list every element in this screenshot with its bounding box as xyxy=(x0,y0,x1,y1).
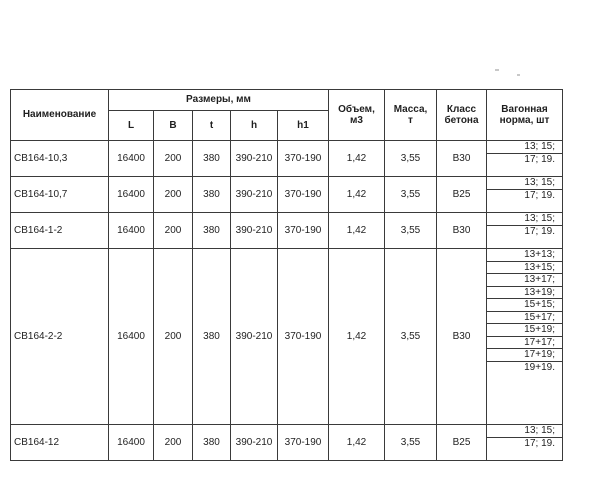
wagon-value: 13+19; xyxy=(487,287,562,300)
scan-speck xyxy=(517,74,520,76)
cell-mass: 3,55 xyxy=(385,177,437,213)
cell-h: 390-210 xyxy=(231,249,278,425)
cell-class: В25 xyxy=(437,425,487,461)
cell-L: 16400 xyxy=(109,177,154,213)
cell-wagon xyxy=(487,425,563,461)
cell-t: 380 xyxy=(193,425,231,461)
cell-wagon xyxy=(487,213,563,249)
cell-L: 16400 xyxy=(109,249,154,425)
table-row xyxy=(11,177,563,213)
cell-mass: 3,55 xyxy=(385,213,437,249)
cell-L: 16400 xyxy=(109,213,154,249)
wagon-value: 15+17; xyxy=(487,312,562,325)
cell-mass: 3,55 xyxy=(385,141,437,177)
cell-volume: 1,42 xyxy=(329,249,385,425)
cell-h: 390-210 xyxy=(231,141,278,177)
wagon-value: 17; 19. xyxy=(524,225,555,237)
cell-h: 390-210 xyxy=(231,177,278,213)
cell-h1: 370-190 xyxy=(278,249,329,425)
cell-h1: 370-190 xyxy=(278,213,329,249)
wagon-value: 17+19; xyxy=(487,349,562,362)
wagon-value: 17; 19. xyxy=(524,437,555,449)
cell-class: В30 xyxy=(437,249,487,425)
cell-B: 200 xyxy=(154,141,193,177)
wagon-value: 13+13; xyxy=(487,249,562,262)
wagon-value: 13; 15; xyxy=(487,177,562,190)
wagon-value: 19+19. xyxy=(524,361,555,373)
cell-wagon xyxy=(487,249,563,425)
wagon-value: 13; 15; xyxy=(487,425,562,438)
header-B: B xyxy=(154,111,193,141)
cell-h1: 370-190 xyxy=(278,425,329,461)
wagon-value: 17+17; xyxy=(487,337,562,350)
table-row xyxy=(11,141,563,177)
cell-h1: 370-190 xyxy=(278,141,329,177)
cell-name: СВ164-1-2 xyxy=(11,213,109,249)
cell-name: СВ164-2-2 xyxy=(11,249,109,425)
cell-h: 390-210 xyxy=(231,213,278,249)
cell-B: 200 xyxy=(154,213,193,249)
cell-mass: 3,55 xyxy=(385,249,437,425)
header-volume: Объем, м3 xyxy=(329,90,385,141)
table-row xyxy=(11,425,563,461)
header-mass: Масса, т xyxy=(385,90,437,141)
cell-volume: 1,42 xyxy=(329,425,385,461)
wagon-value: 13; 15; xyxy=(487,141,562,154)
cell-name: СВ164-10,7 xyxy=(11,177,109,213)
table-row xyxy=(11,249,563,425)
cell-t: 380 xyxy=(193,141,231,177)
cell-h: 390-210 xyxy=(231,425,278,461)
header-L: L xyxy=(109,111,154,141)
cell-wagon xyxy=(487,177,563,213)
cell-L: 16400 xyxy=(109,425,154,461)
cell-L: 16400 xyxy=(109,141,154,177)
wagon-value: 13; 15; xyxy=(487,213,562,226)
cell-volume: 1,42 xyxy=(329,213,385,249)
cell-B: 200 xyxy=(154,177,193,213)
cell-mass: 3,55 xyxy=(385,425,437,461)
cell-name: СВ164-10,3 xyxy=(11,141,109,177)
cell-class: В30 xyxy=(437,213,487,249)
product-table xyxy=(10,89,563,461)
cell-B: 200 xyxy=(154,425,193,461)
header-h: h xyxy=(231,111,278,141)
table-row xyxy=(11,213,563,249)
wagon-value: 13+15; xyxy=(487,262,562,275)
header-h1: h1 xyxy=(278,111,329,141)
cell-volume: 1,42 xyxy=(329,141,385,177)
cell-volume: 1,42 xyxy=(329,177,385,213)
header-wagon: Вагонная норма, шт xyxy=(487,90,563,141)
cell-class: В25 xyxy=(437,177,487,213)
cell-t: 380 xyxy=(193,213,231,249)
cell-wagon xyxy=(487,141,563,177)
cell-class: В30 xyxy=(437,141,487,177)
wagon-value: 15+19; xyxy=(487,324,562,337)
scan-speck xyxy=(495,69,499,71)
wagon-value: 17; 19. xyxy=(524,153,555,165)
cell-h1: 370-190 xyxy=(278,177,329,213)
wagon-value: 13+17; xyxy=(487,274,562,287)
header-t: t xyxy=(193,111,231,141)
wagon-value: 17; 19. xyxy=(524,189,555,201)
cell-t: 380 xyxy=(193,249,231,425)
cell-t: 380 xyxy=(193,177,231,213)
cell-B: 200 xyxy=(154,249,193,425)
cell-name: СВ164-12 xyxy=(11,425,109,461)
header-name: Наименование xyxy=(11,90,109,141)
header-class: Класс бетона xyxy=(437,90,487,141)
wagon-value: 15+15; xyxy=(487,299,562,312)
header-dimensions: Размеры, мм xyxy=(109,90,329,111)
